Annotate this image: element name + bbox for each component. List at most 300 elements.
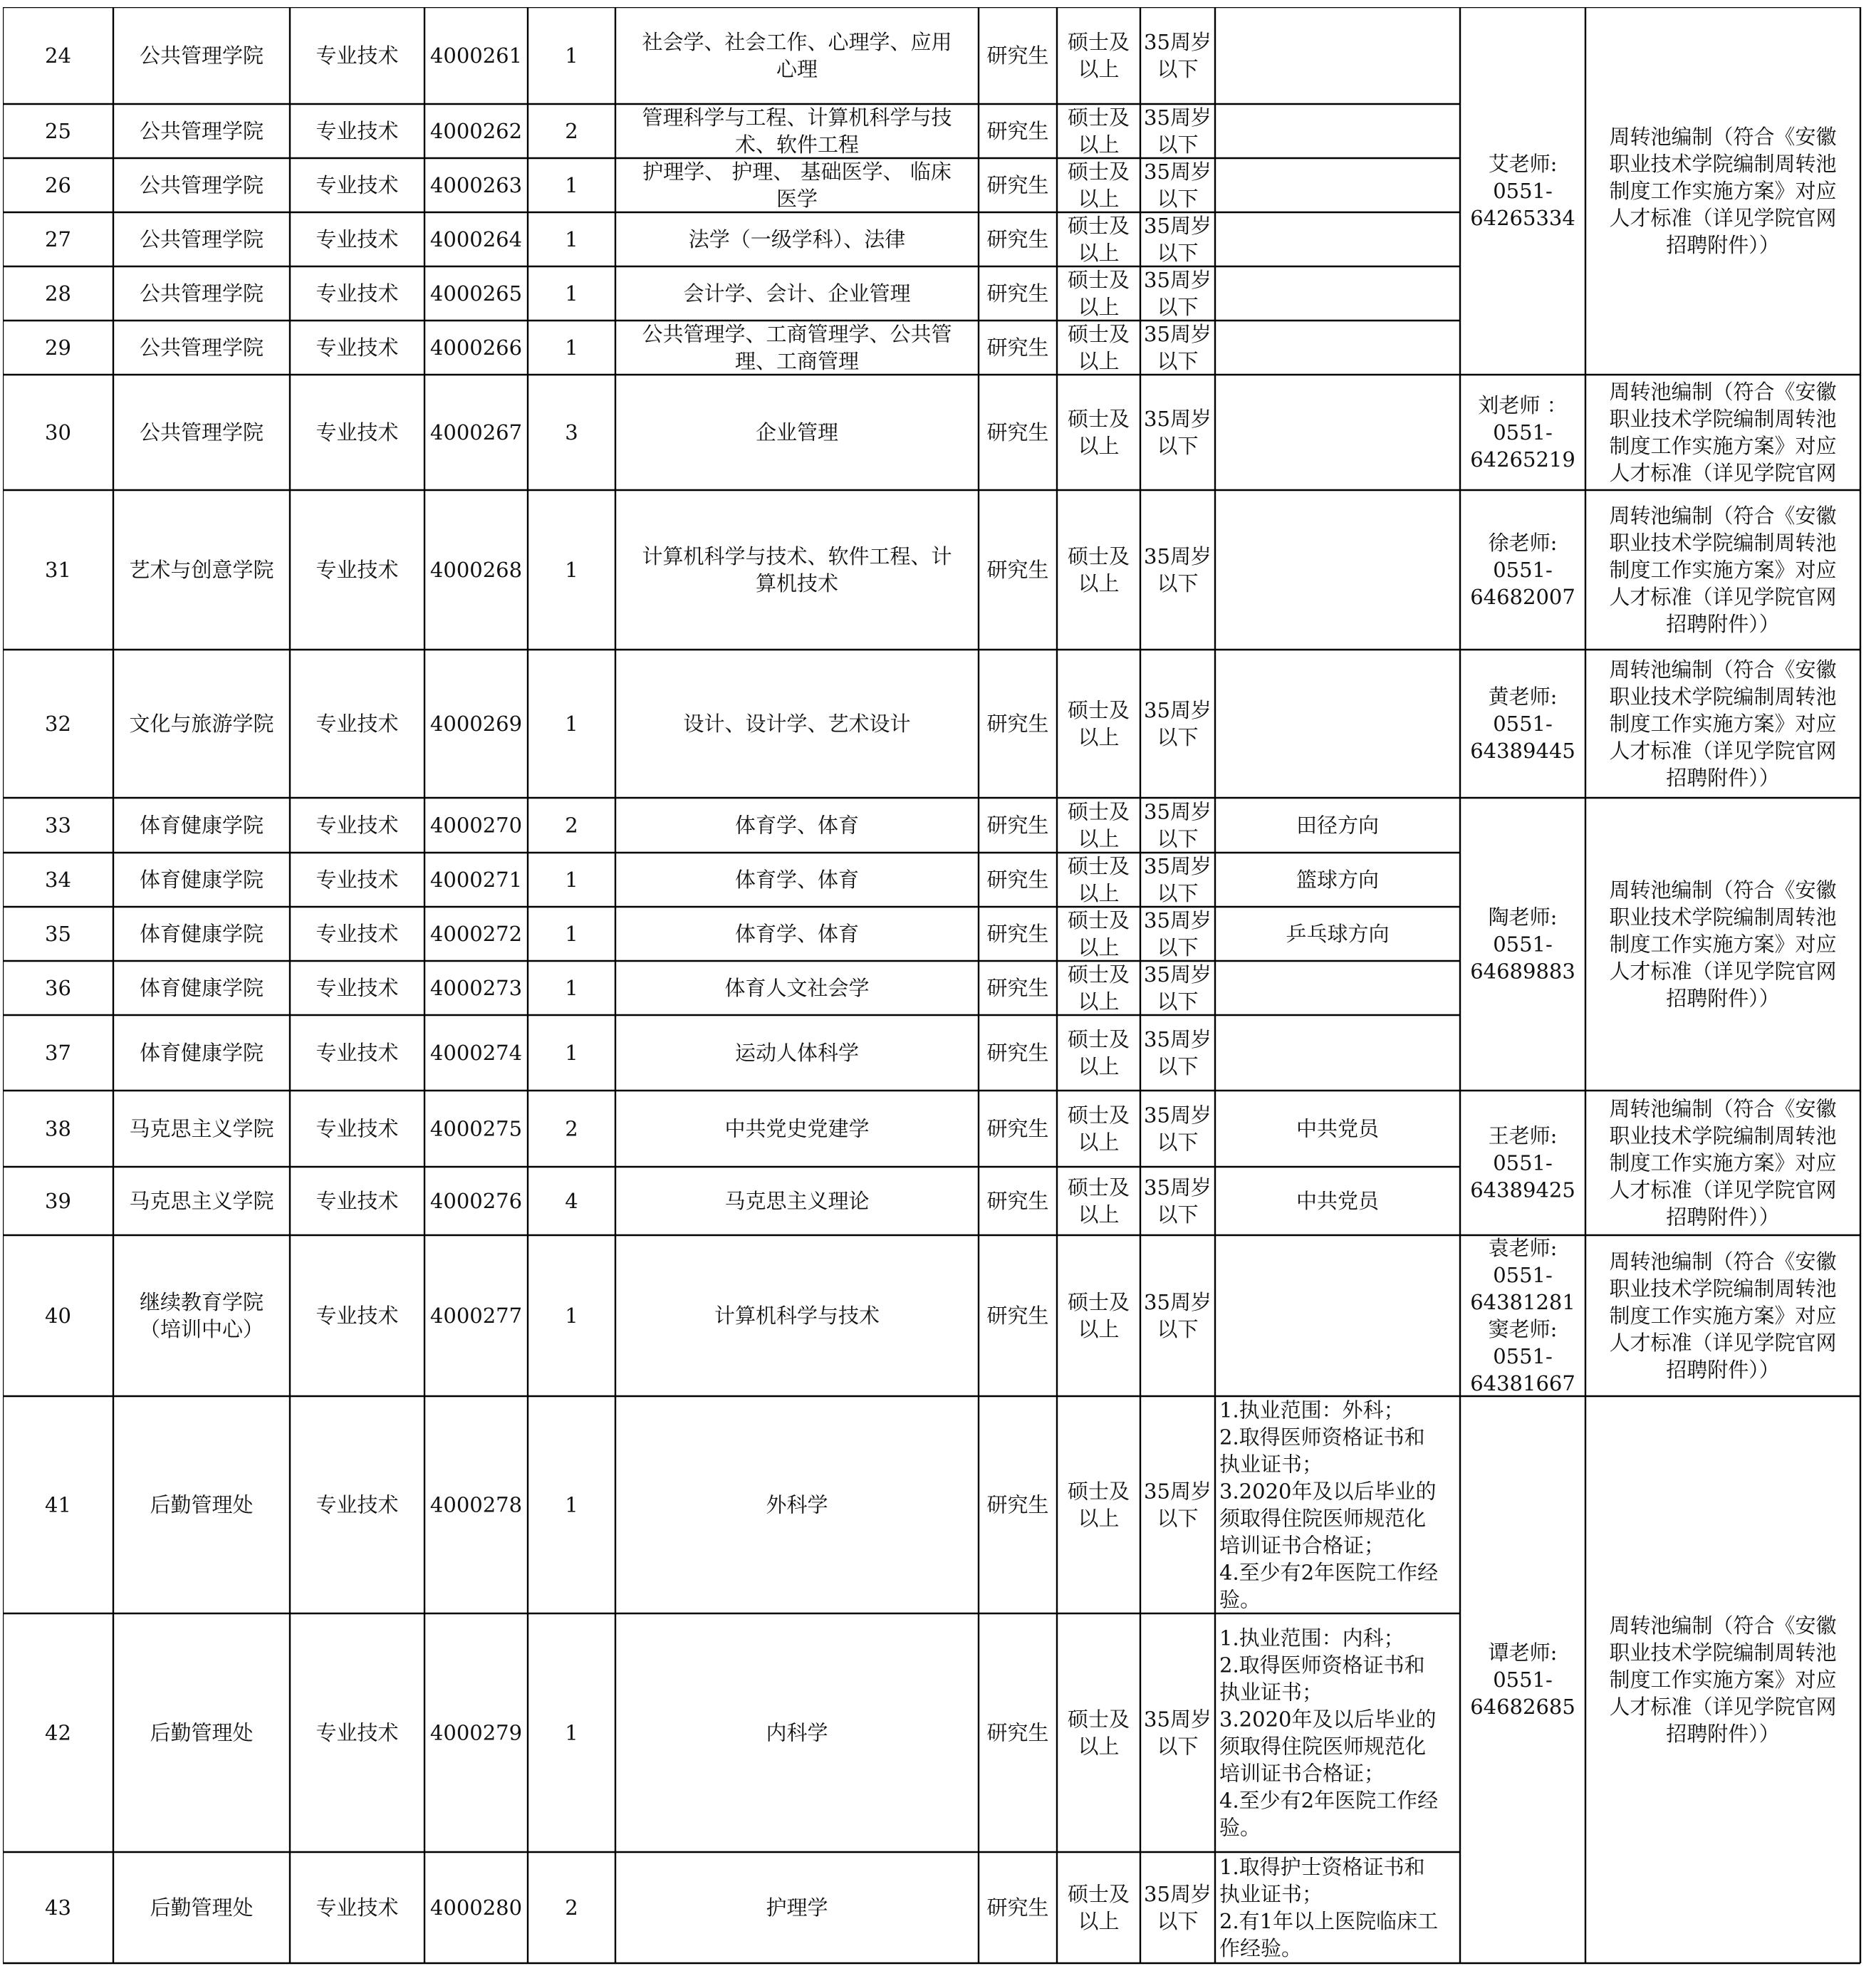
cell-age: 35周岁 [1144, 105, 1211, 130]
cell-contact: 0551- [1493, 179, 1553, 203]
cell-major: 计算机科学与技术、软件工程、计 [642, 544, 952, 568]
cell-degree: 硕士及 [1067, 799, 1130, 824]
cell-edu: 研究生 [986, 813, 1049, 838]
cell-dept: 体育健康学院 [139, 1041, 264, 1065]
cell-count: 1 [565, 227, 578, 251]
cell-contact: 0551- [1493, 1263, 1553, 1287]
cell-note: 周转池编制（符合《安徽 [1609, 1249, 1837, 1274]
cell-note: 招聘附件）） [1666, 1358, 1780, 1382]
cell-note: 职业技术学院编制周转池 [1609, 685, 1837, 709]
cell-type: 专业技术 [316, 1492, 399, 1517]
cell-other: 培训证书合格证； [1219, 1761, 1385, 1786]
cell-note: 制度工作实施方案》对应 [1609, 434, 1837, 458]
cell-edu: 研究生 [986, 336, 1049, 360]
cell-no: 33 [45, 813, 71, 838]
cell-major: 公共管理学、工商管理学、公共管 [642, 322, 952, 346]
cell-age: 35周岁 [1144, 1103, 1211, 1128]
cell-degree: 以上 [1078, 1317, 1120, 1341]
cell-age: 35周岁 [1144, 799, 1211, 824]
cell-degree: 硕士及 [1067, 544, 1130, 568]
cell-note: 周转池编制（符合《安徽 [1609, 657, 1837, 682]
cell-major: 管理科学与工程、计算机科学与技 [642, 105, 952, 130]
cell-other: 乒乓球方向 [1286, 922, 1390, 946]
cell-no: 37 [45, 1041, 71, 1065]
cell-note: 职业技术学院编制周转池 [1609, 905, 1837, 930]
cell-age: 35周岁 [1144, 962, 1211, 987]
cell-note: 招聘附件）） [1666, 233, 1780, 257]
cell-degree: 以上 [1078, 881, 1120, 905]
cell-degree: 以上 [1078, 1130, 1120, 1155]
cell-count: 1 [565, 868, 578, 892]
cell-note: 职业技术学院编制周转池 [1609, 1276, 1837, 1301]
cell-age: 35周岁 [1144, 407, 1211, 431]
cell-count: 4 [565, 1189, 578, 1213]
cell-degree: 硕士及 [1067, 1175, 1130, 1200]
cell-other: 须取得住院医师规范化 [1219, 1734, 1427, 1759]
cell-code: 4000275 [429, 1116, 523, 1141]
cell-edu: 研究生 [986, 1492, 1049, 1517]
cell-age: 35周岁 [1144, 1707, 1211, 1732]
cell-contact: 徐老师: [1488, 531, 1558, 555]
cell-major: 体育学、体育 [734, 813, 860, 838]
cell-code: 4000262 [429, 119, 523, 143]
cell-code: 4000273 [429, 976, 523, 1000]
cell-dept: 体育健康学院 [139, 868, 264, 892]
table-grid [3, 7, 1860, 1963]
cell-age: 35周岁 [1144, 322, 1211, 346]
cell-age: 以下 [1157, 571, 1199, 596]
cell-degree: 硕士及 [1067, 160, 1130, 184]
cell-note: 招聘附件）） [1666, 766, 1780, 790]
cell-count: 1 [565, 976, 578, 1000]
cell-type: 专业技术 [316, 281, 399, 306]
cell-edu: 研究生 [986, 420, 1049, 444]
cell-dept: 艺术与创意学院 [129, 558, 274, 582]
cell-code: 4000269 [429, 712, 523, 736]
cell-degree: 以上 [1078, 295, 1120, 319]
cell-count: 1 [565, 922, 578, 946]
cell-age: 35周岁 [1144, 1290, 1211, 1314]
cell-count: 1 [565, 336, 578, 360]
cell-age: 以下 [1157, 1909, 1199, 1933]
cell-type: 专业技术 [316, 1896, 399, 1920]
cell-no: 34 [45, 868, 71, 892]
cell-code: 4000267 [429, 420, 523, 444]
cell-dept: 继续教育学院 [139, 1290, 264, 1314]
cell-count: 1 [565, 173, 578, 197]
cell-age: 以下 [1157, 132, 1199, 157]
cell-no: 40 [45, 1304, 71, 1328]
cell-other: 验。 [1219, 1587, 1261, 1612]
cell-age: 以下 [1157, 1317, 1199, 1341]
cell-no: 35 [45, 922, 71, 946]
cell-no: 31 [45, 558, 71, 582]
cell-no: 29 [45, 336, 71, 360]
cell-edu: 研究生 [986, 712, 1049, 736]
cell-dept: 体育健康学院 [139, 922, 264, 946]
cell-age: 35周岁 [1144, 1175, 1211, 1200]
cell-age: 35周岁 [1144, 268, 1211, 292]
cell-note: 职业技术学院编制周转池 [1609, 152, 1837, 176]
cell-note: 招聘附件）） [1666, 986, 1780, 1011]
table-cells [45, 30, 1836, 1960]
cell-dept: 马克思主义学院 [129, 1116, 274, 1141]
cell-degree: 硕士及 [1067, 698, 1130, 722]
cell-major: 马克思主义理论 [724, 1189, 870, 1213]
cell-code: 4000265 [429, 281, 523, 306]
cell-other: 2.取得医师资格证书和 [1219, 1653, 1425, 1678]
cell-dept: 公共管理学院 [139, 43, 264, 68]
cell-other: 篮球方向 [1296, 868, 1380, 892]
cell-age: 35周岁 [1144, 1479, 1211, 1504]
cell-contact: 谭老师: [1488, 1640, 1558, 1665]
cell-other: 作经验。 [1219, 1936, 1303, 1960]
cell-major: 外科学 [766, 1492, 828, 1517]
cell-contact: 64389425 [1470, 1177, 1575, 1202]
cell-type: 专业技术 [316, 712, 399, 736]
cell-other: 1.执业范围：外科； [1219, 1398, 1405, 1423]
cell-dept: 公共管理学院 [139, 420, 264, 444]
cell-count: 2 [565, 813, 578, 838]
cell-note: 制度工作实施方案》对应 [1609, 179, 1837, 203]
cell-dept: （培训中心） [139, 1317, 264, 1341]
cell-note: 人才标准（详见学院官网 [1609, 1177, 1837, 1202]
cell-contact: 刘老师 ： [1478, 393, 1568, 417]
cell-contact: 0551- [1493, 932, 1553, 957]
cell-contact: 0551- [1493, 420, 1553, 444]
cell-type: 专业技术 [316, 976, 399, 1000]
cell-dept: 公共管理学院 [139, 281, 264, 306]
cell-count: 1 [565, 281, 578, 306]
cell-no: 41 [45, 1492, 71, 1517]
cell-degree: 硕士及 [1067, 1479, 1130, 1504]
cell-type: 专业技术 [316, 922, 399, 946]
cell-age: 以下 [1157, 1734, 1199, 1759]
cell-age: 以下 [1157, 989, 1199, 1014]
cell-dept: 公共管理学院 [139, 336, 264, 360]
cell-degree: 以上 [1078, 1054, 1120, 1078]
cell-code: 4000272 [429, 922, 523, 946]
cell-note: 招聘附件）） [1666, 1205, 1780, 1229]
cell-note: 周转池编制（符合《安徽 [1609, 125, 1837, 149]
cell-age: 35周岁 [1144, 1882, 1211, 1906]
cell-dept: 后勤管理处 [150, 1720, 254, 1745]
cell-age: 以下 [1157, 295, 1199, 319]
cell-degree: 以上 [1078, 935, 1120, 960]
cell-type: 专业技术 [316, 119, 399, 143]
cell-note: 制度工作实施方案》对应 [1609, 932, 1837, 957]
cell-edu: 研究生 [986, 227, 1049, 251]
cell-type: 专业技术 [316, 173, 399, 197]
cell-no: 38 [45, 1116, 71, 1141]
cell-age: 以下 [1157, 434, 1199, 458]
cell-degree: 硕士及 [1067, 322, 1130, 346]
cell-age: 以下 [1157, 1202, 1199, 1227]
cell-other: 执业证书； [1219, 1882, 1323, 1906]
cell-note: 人才标准（详见学院官网 [1609, 461, 1837, 485]
cell-type: 专业技术 [316, 1304, 399, 1328]
cell-count: 1 [565, 558, 578, 582]
cell-other: 验。 [1219, 1815, 1261, 1840]
cell-no: 36 [45, 976, 71, 1000]
cell-code: 4000274 [429, 1041, 523, 1065]
cell-note: 周转池编制（符合《安徽 [1609, 1613, 1837, 1638]
cell-no: 27 [45, 227, 71, 251]
cell-code: 4000266 [429, 336, 523, 360]
cell-type: 专业技术 [316, 558, 399, 582]
cell-major: 内科学 [766, 1720, 828, 1745]
cell-count: 1 [565, 1492, 578, 1517]
cell-degree: 以上 [1078, 1202, 1120, 1227]
cell-age: 35周岁 [1144, 908, 1211, 932]
cell-edu: 研究生 [986, 1041, 1049, 1065]
cell-code: 4000264 [429, 227, 523, 251]
cell-note: 制度工作实施方案》对应 [1609, 558, 1837, 582]
cell-no: 39 [45, 1189, 71, 1213]
cell-edu: 研究生 [986, 43, 1049, 68]
cell-note: 周转池编制（符合《安徽 [1609, 380, 1837, 404]
cell-no: 32 [45, 712, 71, 736]
cell-note: 制度工作实施方案》对应 [1609, 1668, 1837, 1692]
cell-no: 30 [45, 420, 71, 444]
cell-no: 28 [45, 281, 71, 306]
cell-contact: 64265334 [1470, 206, 1575, 230]
cell-edu: 研究生 [986, 976, 1049, 1000]
cell-other: 执业证书； [1219, 1452, 1323, 1477]
cell-contact: 64689883 [1470, 959, 1575, 984]
cell-other: 1.执业范围：内科； [1219, 1626, 1405, 1650]
cell-edu: 研究生 [986, 868, 1049, 892]
cell-note: 周转池编制（符合《安徽 [1609, 878, 1837, 903]
cell-note: 人才标准（详见学院官网 [1609, 585, 1837, 609]
cell-contact: 黄老师: [1488, 685, 1558, 709]
cell-degree: 硕士及 [1067, 407, 1130, 431]
cell-major: 会计学、会计、企业管理 [683, 281, 911, 306]
cell-major: 运动人体科学 [734, 1041, 860, 1065]
cell-no: 43 [45, 1896, 71, 1920]
cell-count: 1 [565, 1720, 578, 1745]
cell-type: 专业技术 [316, 1041, 399, 1065]
cell-type: 专业技术 [316, 420, 399, 444]
cell-no: 42 [45, 1720, 71, 1745]
cell-note: 人才标准（详见学院官网 [1609, 206, 1837, 230]
cell-dept: 体育健康学院 [139, 976, 264, 1000]
cell-type: 专业技术 [316, 1189, 399, 1213]
cell-major: 术、软件工程 [734, 132, 860, 157]
cell-note: 制度工作实施方案》对应 [1609, 712, 1837, 736]
cell-contact: 艾老师: [1488, 152, 1558, 176]
cell-degree: 硕士及 [1067, 1103, 1130, 1128]
cell-degree: 以上 [1078, 434, 1120, 458]
cell-age: 以下 [1157, 1506, 1199, 1531]
cell-age: 以下 [1157, 826, 1199, 851]
cell-type: 专业技术 [316, 227, 399, 251]
cell-other: 2.有1年以上医院临床工 [1219, 1909, 1439, 1933]
cell-major: 护理学、 护理、 基础医学、 临床 [642, 160, 952, 184]
cell-age: 以下 [1157, 241, 1199, 265]
cell-age: 35周岁 [1144, 544, 1211, 568]
cell-edu: 研究生 [986, 1116, 1049, 1141]
cell-degree: 硕士及 [1067, 30, 1130, 54]
cell-note: 职业技术学院编制周转池 [1609, 1640, 1837, 1665]
cell-count: 1 [565, 1041, 578, 1065]
cell-other: 1.取得护士资格证书和 [1219, 1855, 1425, 1879]
cell-degree: 硕士及 [1067, 1027, 1130, 1051]
cell-major: 心理 [776, 57, 818, 81]
cell-note: 人才标准（详见学院官网 [1609, 1331, 1837, 1355]
cell-other: 2.取得医师资格证书和 [1219, 1425, 1425, 1450]
cell-degree: 以上 [1078, 826, 1120, 851]
cell-age: 35周岁 [1144, 698, 1211, 722]
cell-other: 4.至少有2年医院工作经 [1219, 1788, 1439, 1813]
cell-type: 专业技术 [316, 336, 399, 360]
cell-dept: 公共管理学院 [139, 173, 264, 197]
cell-count: 1 [565, 712, 578, 736]
cell-degree: 硕士及 [1067, 854, 1130, 878]
cell-note: 制度工作实施方案》对应 [1609, 1150, 1837, 1175]
cell-major: 中共党史党建学 [724, 1116, 870, 1141]
cell-age: 35周岁 [1144, 30, 1211, 54]
cell-contact: 0551- [1493, 1150, 1553, 1175]
cell-code: 4000280 [429, 1896, 523, 1920]
cell-degree: 硕士及 [1067, 1290, 1130, 1314]
cell-dept: 公共管理学院 [139, 227, 264, 251]
cell-other: 须取得住院医师规范化 [1219, 1506, 1427, 1531]
cell-degree: 以上 [1078, 241, 1120, 265]
cell-degree: 以上 [1078, 989, 1120, 1014]
cell-edu: 研究生 [986, 558, 1049, 582]
cell-contact: 袁老师: [1488, 1236, 1558, 1260]
cell-degree: 以上 [1078, 571, 1120, 596]
cell-other: 田径方向 [1296, 813, 1380, 838]
cell-major: 体育学、体育 [734, 868, 860, 892]
cell-no: 26 [45, 173, 71, 197]
cell-other: 培训证书合格证； [1219, 1533, 1385, 1558]
cell-type: 专业技术 [316, 813, 399, 838]
cell-code: 4000261 [429, 43, 523, 68]
recruitment-table [3, 7, 1863, 1965]
cell-contact: 窦老师: [1488, 1317, 1558, 1341]
cell-note: 人才标准（详见学院官网 [1609, 1695, 1837, 1719]
cell-type: 专业技术 [316, 1116, 399, 1141]
cell-contact: 0551- [1493, 712, 1553, 736]
cell-count: 2 [565, 1896, 578, 1920]
cell-note: 职业技术学院编制周转池 [1609, 531, 1837, 555]
cell-age: 以下 [1157, 935, 1199, 960]
cell-dept: 马克思主义学院 [129, 1189, 274, 1213]
cell-type: 专业技术 [316, 868, 399, 892]
cell-age: 以下 [1157, 1130, 1199, 1155]
cell-count: 2 [565, 119, 578, 143]
cell-dept: 后勤管理处 [150, 1896, 254, 1920]
cell-code: 4000270 [429, 813, 523, 838]
cell-degree: 硕士及 [1067, 962, 1130, 987]
cell-major: 算机技术 [755, 571, 839, 596]
cell-major: 护理学 [766, 1896, 828, 1920]
cell-note: 招聘附件）） [1666, 612, 1780, 636]
cell-degree: 以上 [1078, 725, 1120, 749]
cell-degree: 硕士及 [1067, 1707, 1130, 1732]
cell-edu: 研究生 [986, 1896, 1049, 1920]
cell-contact: 64265219 [1470, 447, 1575, 472]
cell-code: 4000271 [429, 868, 523, 892]
cell-age: 以下 [1157, 1054, 1199, 1078]
cell-age: 以下 [1157, 57, 1199, 81]
cell-contact: 0551- [1493, 558, 1553, 582]
cell-degree: 硕士及 [1067, 105, 1130, 130]
cell-count: 2 [565, 1116, 578, 1141]
cell-contact: 64389445 [1470, 739, 1575, 763]
cell-degree: 硕士及 [1067, 214, 1130, 238]
cell-major: 医学 [776, 187, 818, 211]
cell-contact: 64381667 [1470, 1371, 1575, 1395]
cell-note: 制度工作实施方案》对应 [1609, 1304, 1837, 1328]
cell-no: 24 [45, 43, 71, 68]
cell-degree: 以上 [1078, 1506, 1120, 1531]
cell-type: 专业技术 [316, 1720, 399, 1745]
cell-contact: 64381281 [1470, 1290, 1575, 1314]
cell-dept: 后勤管理处 [150, 1492, 254, 1517]
cell-other: 中共党员 [1296, 1189, 1380, 1213]
cell-dept: 体育健康学院 [139, 813, 264, 838]
cell-major: 企业管理 [755, 420, 839, 444]
cell-code: 4000268 [429, 558, 523, 582]
cell-age: 35周岁 [1144, 214, 1211, 238]
cell-note: 职业技术学院编制周转池 [1609, 1123, 1837, 1148]
cell-degree: 以上 [1078, 57, 1120, 81]
cell-contact: 王老师: [1488, 1123, 1558, 1148]
cell-major: 社会学、社会工作、心理学、应用 [642, 30, 952, 54]
cell-edu: 研究生 [986, 119, 1049, 143]
cell-count: 1 [565, 43, 578, 68]
cell-edu: 研究生 [986, 1304, 1049, 1328]
cell-other: 中共党员 [1296, 1116, 1380, 1141]
cell-dept: 公共管理学院 [139, 119, 264, 143]
cell-major: 计算机科学与技术 [714, 1304, 880, 1328]
cell-no: 25 [45, 119, 71, 143]
cell-age: 以下 [1157, 187, 1199, 211]
cell-code: 4000276 [429, 1189, 523, 1213]
cell-code: 4000277 [429, 1304, 523, 1328]
cell-edu: 研究生 [986, 1720, 1049, 1745]
cell-age: 35周岁 [1144, 854, 1211, 878]
cell-degree: 以上 [1078, 132, 1120, 157]
cell-dept: 文化与旅游学院 [129, 712, 274, 736]
cell-major: 体育人文社会学 [724, 976, 870, 1000]
cell-degree: 以上 [1078, 187, 1120, 211]
cell-other: 4.至少有2年医院工作经 [1219, 1560, 1439, 1585]
cell-contact: 0551- [1493, 1344, 1553, 1368]
cell-edu: 研究生 [986, 173, 1049, 197]
cell-note: 招聘附件）） [1666, 1722, 1780, 1746]
cell-degree: 以上 [1078, 1734, 1120, 1759]
cell-note: 周转池编制（符合《安徽 [1609, 1096, 1837, 1121]
cell-contact: 64682685 [1470, 1695, 1575, 1719]
cell-edu: 研究生 [986, 281, 1049, 306]
cell-degree: 硕士及 [1067, 1882, 1130, 1906]
cell-major: 设计、设计学、艺术设计 [683, 712, 911, 736]
cell-major: 理、工商管理 [734, 349, 860, 373]
cell-count: 1 [565, 1304, 578, 1328]
cell-age: 35周岁 [1144, 1027, 1211, 1051]
cell-other: 执业证书； [1219, 1680, 1323, 1705]
cell-major: 体育学、体育 [734, 922, 860, 946]
cell-contact: 0551- [1493, 1668, 1553, 1692]
cell-other: 3.2020年及以后毕业的 [1219, 1479, 1437, 1504]
cell-other: 3.2020年及以后毕业的 [1219, 1707, 1437, 1732]
cell-contact: 陶老师: [1488, 905, 1558, 930]
cell-degree: 以上 [1078, 1909, 1120, 1933]
